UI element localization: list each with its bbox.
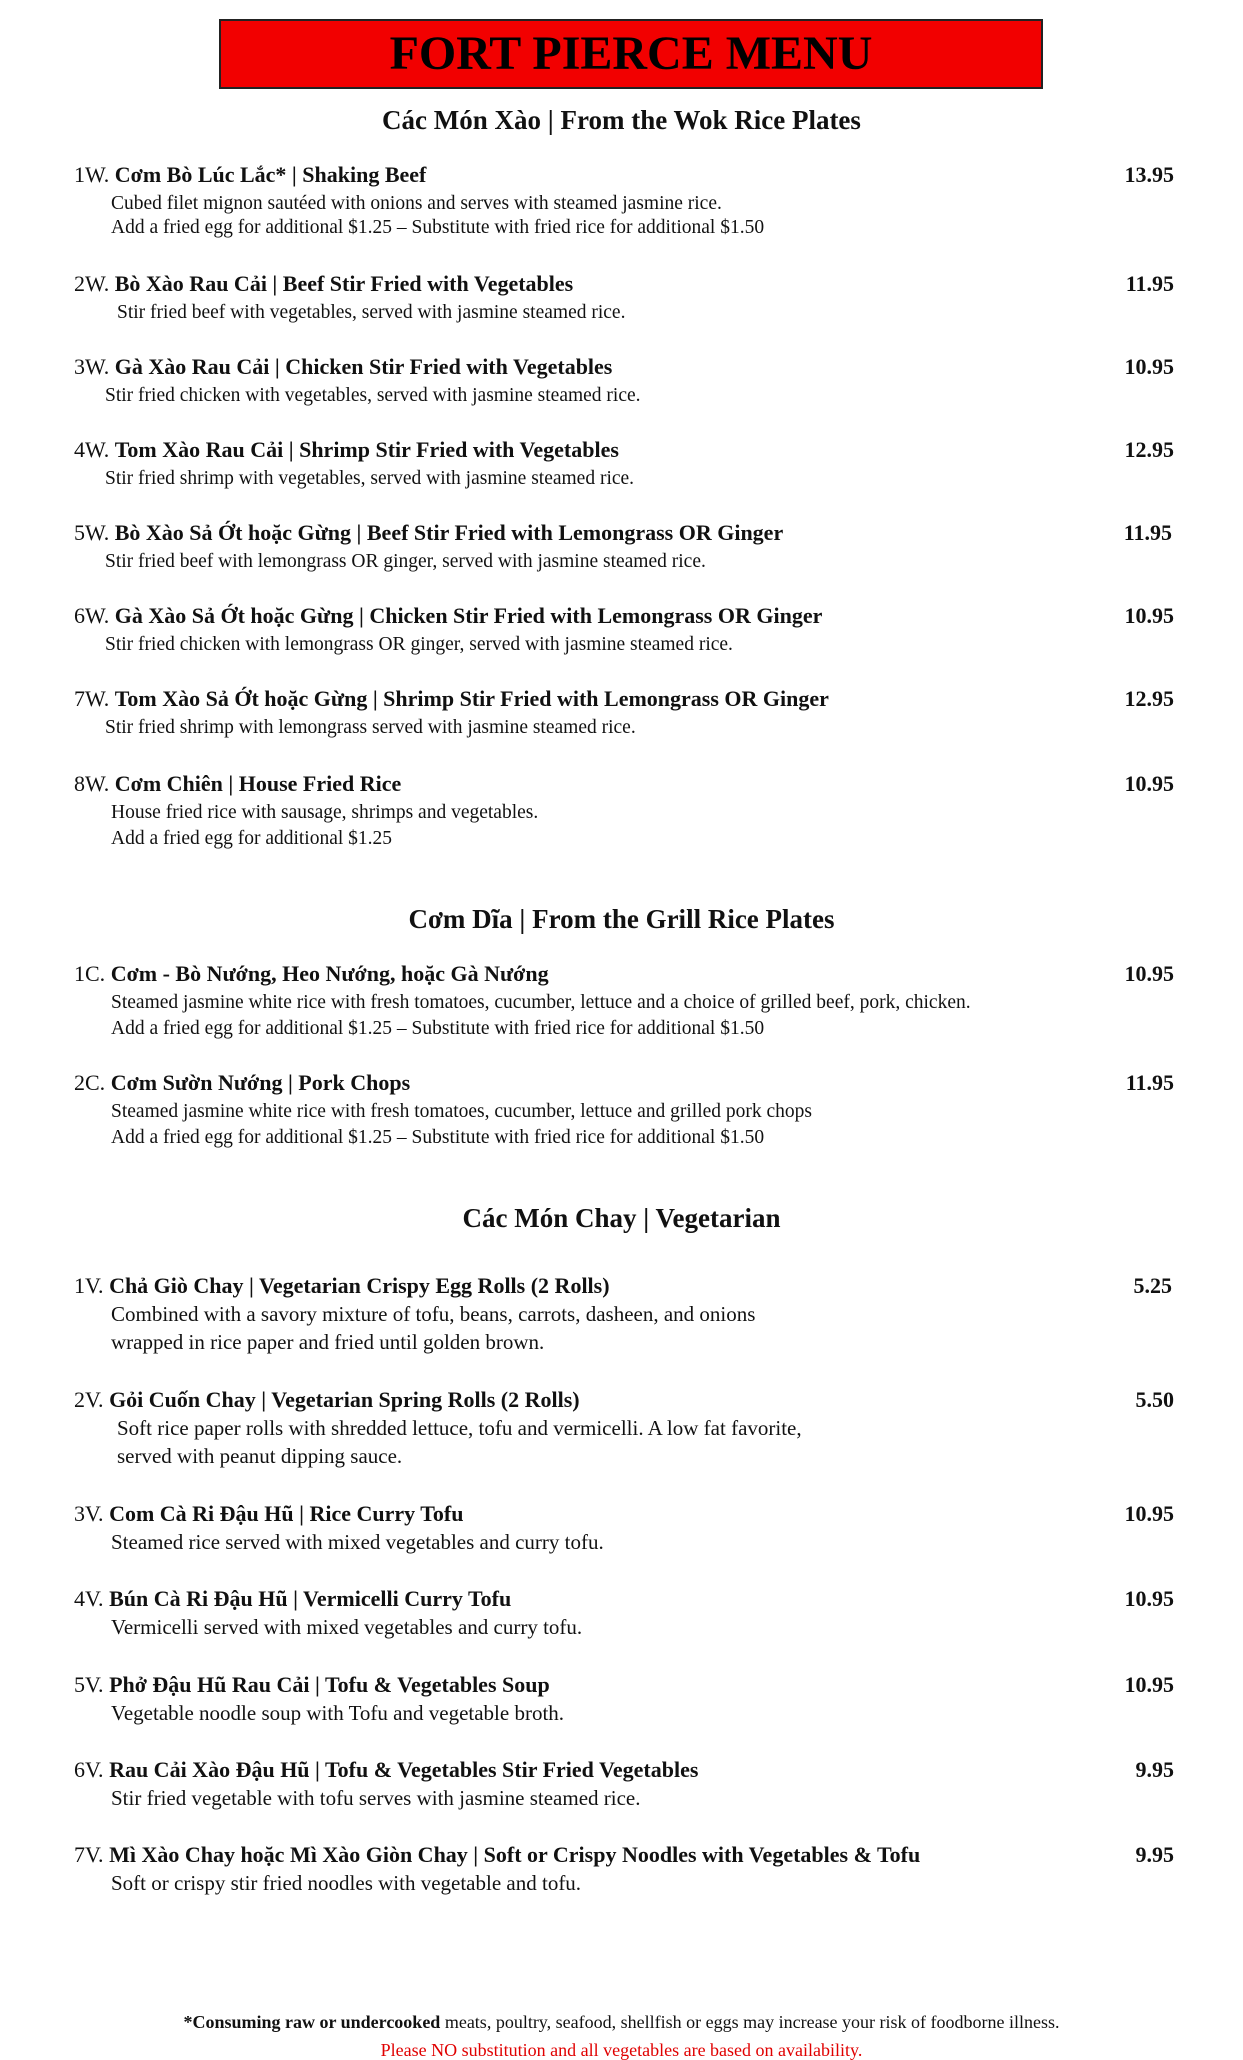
item-title: Cơm Chiên | House Fried Rice	[114, 771, 402, 796]
item-code: 1W.	[74, 162, 110, 187]
menu-item-name	[74, 1072, 410, 1094]
item-price: 9.95	[1135, 1757, 1174, 1782]
item-price: 9.95	[1135, 1842, 1174, 1867]
item-price: 10.95	[1124, 354, 1174, 379]
item-title: Cơm Sườn Nướng | Pork Chops	[110, 1070, 411, 1095]
item-description: Combined with a savory mixture of tofu, beans, carrots, dasheen, and onions	[111, 1302, 756, 1326]
item-title: Gà Xào Sả Ớt hoặc Gừng | Chicken Stir Fried with Lemongrass OR Ginger	[114, 603, 823, 628]
menu-item-name	[74, 439, 619, 461]
item-code: 1V.	[74, 1273, 104, 1298]
menu-item-name	[74, 1588, 511, 1610]
item-price: 12.95	[1124, 437, 1174, 462]
item-title: Cơm - Bò Nướng, Heo Nướng, hoặc Gà Nướng	[110, 961, 549, 986]
item-description: Stir fried shrimp with vegetables, served with jasmine steamed rice.	[105, 468, 635, 489]
item-price: 10.95	[1124, 771, 1174, 796]
item-description: Cubed filet mignon sautéed with onions and serves with steamed jasmine rice.	[111, 193, 722, 214]
item-code: 6W.	[74, 603, 110, 628]
item-code: 7W.	[74, 686, 110, 711]
item-description: Add a fried egg for additional $1.25 – Substitute with fried rice for additional $1.50	[111, 217, 765, 238]
menu-item-name	[74, 1759, 698, 1781]
item-description: Add a fried egg for additional $1.25	[111, 828, 393, 849]
item-description: Steamed jasmine white rice with fresh tomatoes, cucumber, lettuce and grilled pork chops	[111, 1101, 813, 1122]
item-price: 11.95	[1125, 271, 1174, 296]
item-price: 13.95	[1124, 162, 1174, 187]
item-title: Cơm Bò Lúc Lắc* | Shaking Beef	[114, 162, 427, 187]
item-title: Tom Xào Rau Cải | Shrimp Stir Fried with Vegetables	[114, 437, 619, 462]
menu-item-name	[74, 688, 829, 710]
menu-item-name	[74, 1844, 920, 1866]
item-description: House fried rice with sausage, shrimps and vegetables.	[111, 802, 539, 823]
item-code: 2C.	[74, 1070, 106, 1095]
item-description: Soft or crispy stir fried noodles with vegetable and tofu.	[111, 1871, 582, 1895]
item-title: Phở Đậu Hũ Rau Cải | Tofu & Vegetables Soup	[109, 1672, 550, 1697]
item-title: Chả Giò Chay | Vegetarian Crispy Egg Rolls (2 Rolls)	[109, 1273, 610, 1298]
item-code: 2V.	[74, 1387, 104, 1412]
item-price: 5.50	[1135, 1387, 1174, 1412]
item-code: 1C.	[74, 961, 106, 986]
item-description: Stir fried beef with vegetables, served with jasmine steamed rice.	[117, 302, 626, 323]
item-code: 8W.	[74, 771, 110, 796]
item-description: Add a fried egg for additional $1.25 – Substitute with fried rice for additional $1.50	[111, 1018, 765, 1039]
menu-item-name	[74, 356, 612, 378]
item-title: Tom Xào Sả Ớt hoặc Gừng | Shrimp Stir Fried with Lemongrass OR Ginger	[114, 686, 829, 711]
item-price: 5.25	[1133, 1273, 1172, 1298]
item-title: Mì Xào Chay hoặc Mì Xào Giòn Chay | Soft or Crispy Noodles with Vegetables & Tofu	[109, 1842, 921, 1867]
item-code: 5V.	[74, 1672, 104, 1697]
item-price: 12.95	[1124, 686, 1174, 711]
item-price: 10.95	[1124, 1586, 1174, 1611]
section-heading-vegetarian: Các Món Chay | Vegetarian	[462, 1203, 781, 1233]
item-description: Vermicelli served with mixed vegetables and curry tofu.	[111, 1615, 583, 1639]
menu-item-name	[74, 1389, 580, 1411]
item-price: 10.95	[1124, 1501, 1174, 1526]
item-description: Soft rice paper rolls with shredded lettuce, tofu and vermicelli. A low fat favorite,	[117, 1416, 802, 1440]
item-title: Gỏi Cuốn Chay | Vegetarian Spring Rolls (2 Rolls)	[109, 1387, 580, 1412]
menu-title-banner	[219, 19, 1043, 89]
section-heading-grill: Cơm Dĩa | From the Grill Rice Plates	[408, 904, 835, 934]
item-description: Steamed jasmine white rice with fresh tomatoes, cucumber, lettuce and a choice of grilled beef, pork, chicken.	[111, 992, 971, 1013]
menu-item-name	[74, 522, 783, 544]
menu-item-name	[74, 273, 573, 295]
item-price: 10.95	[1124, 1672, 1174, 1697]
menu-item-name	[74, 1275, 610, 1297]
item-code: 5W.	[74, 520, 110, 545]
item-description: wrapped in rice paper and fried until golden brown.	[111, 1330, 545, 1354]
item-price: 10.95	[1124, 603, 1174, 628]
item-title: Rau Cải Xào Đậu Hũ | Tofu & Vegetables Stir Fried Vegetables	[109, 1757, 699, 1782]
food-safety-disclaimer	[0, 2013, 1243, 2031]
item-title: Bò Xào Sả Ớt hoặc Gừng | Beef Stir Fried with Lemongrass OR Ginger	[114, 520, 784, 545]
menu-item-name	[74, 164, 426, 186]
item-description: Stir fried beef with lemongrass OR ginger, served with jasmine steamed rice.	[105, 551, 706, 572]
disclaimer-text: meats, poultry, seafood, shellfish or eggs may increase your risk of foodborne illness.	[440, 2012, 1060, 2032]
section-heading-wok: Các Món Xào | From the Wok Rice Plates	[382, 105, 861, 135]
item-description: Stir fried chicken with vegetables, served with jasmine steamed rice.	[105, 385, 641, 406]
menu-title: FORT PIERCE MENU	[389, 27, 873, 80]
item-code: 2W.	[74, 271, 110, 296]
item-title: Com Cà Ri Đậu Hũ | Rice Curry Tofu	[109, 1501, 464, 1526]
item-title: Bò Xào Rau Cải | Beef Stir Fried with Vegetables	[114, 271, 574, 296]
item-description: Add a fried egg for additional $1.25 – Substitute with fried rice for additional $1.50	[111, 1127, 765, 1148]
item-description: Stir fried vegetable with tofu serves with jasmine steamed rice.	[111, 1786, 641, 1810]
item-title: Gà Xào Rau Cải | Chicken Stir Fried with Vegetables	[114, 354, 613, 379]
menu-item-name	[74, 1674, 550, 1696]
menu-item-name	[74, 1503, 463, 1525]
menu-item-name	[74, 963, 549, 985]
item-description: Stir fried chicken with lemongrass OR ginger, served with jasmine steamed rice.	[105, 634, 733, 655]
item-code: 6V.	[74, 1757, 104, 1782]
substitution-note: Please NO substitution and all vegetables are based on availability.	[380, 2040, 863, 2060]
item-description: served with peanut dipping sauce.	[117, 1444, 403, 1468]
menu-item-name	[74, 773, 401, 795]
item-description: Steamed rice served with mixed vegetables and curry tofu.	[111, 1530, 604, 1554]
item-title: Bún Cà Ri Đậu Hũ | Vermicelli Curry Tofu	[109, 1586, 512, 1611]
item-code: 7V.	[74, 1842, 104, 1867]
item-description: Stir fried shrimp with lemongrass served with jasmine steamed rice.	[105, 717, 636, 738]
item-code: 3W.	[74, 354, 110, 379]
item-price: 11.95	[1125, 1070, 1174, 1095]
item-code: 4V.	[74, 1586, 104, 1611]
menu-item-name	[74, 605, 822, 627]
disclaimer-bold: *Consuming raw or undercooked	[183, 2012, 441, 2032]
item-code: 4W.	[74, 437, 110, 462]
item-price: 11.95	[1123, 520, 1172, 545]
item-description: Vegetable noodle soup with Tofu and vegetable broth.	[111, 1701, 565, 1725]
item-code: 3V.	[74, 1501, 104, 1526]
item-price: 10.95	[1124, 961, 1174, 986]
